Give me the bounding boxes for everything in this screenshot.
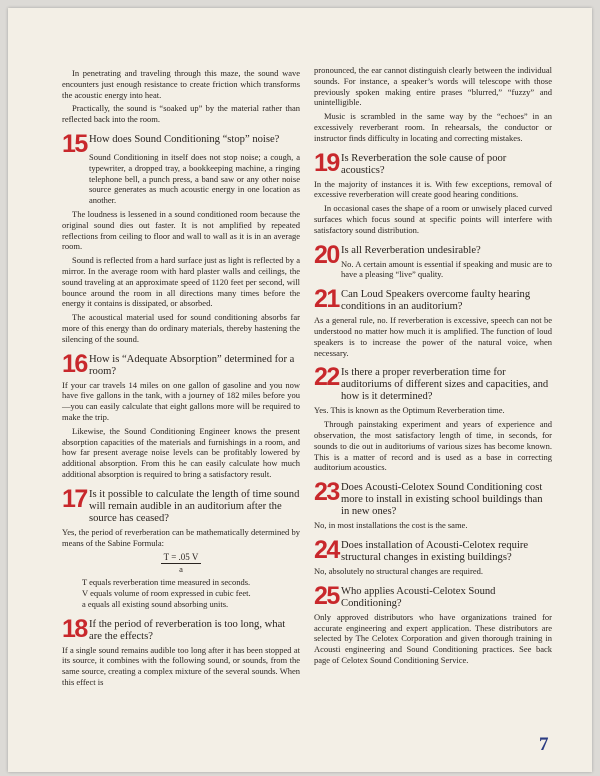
question-19 bbox=[314, 148, 552, 177]
question-20 bbox=[314, 240, 552, 269]
question-24 bbox=[314, 535, 552, 564]
sabine-formula bbox=[62, 552, 300, 575]
question-16-text: How is “Adequate Absorption” determined for a room? bbox=[89, 353, 295, 377]
formula-numerator: T = .05 V bbox=[161, 552, 202, 564]
question-25-number: 25 bbox=[314, 581, 339, 610]
question-24-number: 24 bbox=[314, 535, 339, 564]
question-22-text: Is there a proper reverberation time for auditoriums of different sizes and capacities, and how is it determined? bbox=[341, 367, 549, 403]
page-number: 7 bbox=[539, 734, 549, 755]
question-21-number: 21 bbox=[314, 285, 339, 314]
question-16-answer: If your car travels 14 miles on one gallon of gasoline and you now have five gallons in the tank, with a journey of 182 miles before you—you can easily calculate that eight gallons more will be required to make the trip. bbox=[62, 379, 300, 422]
left-column bbox=[62, 68, 300, 691]
question-20-number: 20 bbox=[314, 240, 339, 269]
question-17 bbox=[62, 484, 300, 525]
question-16-number: 16 bbox=[62, 349, 87, 378]
question-23-text: Does Acousti-Celotex Sound Conditioning cost more to install in existing school buildings than in new ones? bbox=[341, 482, 543, 518]
question-17-text: Is it possible to calculate the length of time sound will remain audible in an auditorium after the source has ceased? bbox=[89, 488, 300, 524]
question-15-number: 15 bbox=[62, 129, 87, 158]
formula-definition-v: V equals volume of room expressed in cubic feet. bbox=[82, 588, 251, 599]
question-25-answer: Only approved distributors who have organizations trained for accurate engineering and expert application. These distributors are selected by The Celotex Corporation and given thorough training in Acousti engineering and Sound Conditioning practices. See back page of Celotex Sound Conditioning Service. bbox=[314, 611, 552, 665]
question-18-answer: If a single sound remains audible too long after it has been stopped at its source, it combines with the following sound, or sounds, from the same source, creating a complex mixture of the several sounds. When this effect is bbox=[62, 644, 300, 688]
question-17-number: 17 bbox=[62, 484, 87, 513]
question-18 bbox=[62, 614, 300, 643]
question-15-para-2: Sound is reflected from a hard surface just as light is reflected by a mirror. In the average room with hard plaster walls and ceilings, the sound traveling at an approximate speed of 1120 feet per second, will bounce around the room in all directions many times before the energy it contains is dissipated, or absorbed. bbox=[62, 255, 300, 309]
right-intro-1: pronounced, the ear cannot distinguish clearly between the individual sounds. For instance, a speaker’s words will telescope with those previously spoken making entire prases “blurred,” “fuzzy” and unintelligible. bbox=[314, 65, 552, 108]
formula-denominator: a bbox=[179, 564, 183, 575]
question-23-answer: No, in most installations the cost is the same. bbox=[314, 520, 468, 531]
question-21 bbox=[314, 285, 552, 314]
right-intro-2: Music is scrambled in the same way by the “echoes” in an excessively reverberant room. In rehearsals, the conductor or instructor finds difficulty in locating and correcting mistakes. bbox=[314, 111, 552, 143]
question-15-text: How does Sound Conditioning “stop” noise? bbox=[89, 133, 280, 145]
formula-definition-a: a equals all existing sound absorbing units. bbox=[82, 598, 229, 609]
question-20-text: Is all Reverberation undesirable? bbox=[341, 244, 481, 256]
question-22 bbox=[314, 363, 552, 403]
question-21-answer: As a general rule, no. If reverberation is excessive, speech can not be understood no matter how much it is amplified. The function of loud speakers is to increase the power of the natural voice, when necessary. bbox=[314, 315, 552, 358]
question-22-answer: Yes. This is known as the Optimum Reverberation time. bbox=[314, 405, 505, 416]
right-column bbox=[314, 65, 552, 669]
left-intro-2: Practically, the sound is “soaked up” by the material rather than reflected back into the room. bbox=[62, 103, 300, 125]
formula-definition-t: T equals reverberation time measured in seconds. bbox=[82, 577, 251, 588]
question-20-answer: No. A certain amount is essential if speaking and music are to have a pleasing “live” quality. bbox=[341, 258, 552, 280]
question-22-number: 22 bbox=[314, 363, 339, 392]
left-intro-1: In penetrating and traveling through this maze, the sound wave encounters just enough resistance to create friction which transforms the acoustic energy into heat. bbox=[62, 68, 300, 100]
question-25 bbox=[314, 581, 552, 610]
question-16 bbox=[62, 349, 300, 378]
question-24-answer: No, absolutely no structural changes are required. bbox=[314, 565, 483, 576]
page-sheet bbox=[8, 8, 592, 772]
question-25-text: Who applies Acousti-Celotex Sound Conditioning? bbox=[341, 585, 496, 609]
question-19-answer: In the majority of instances it is. With few exceptions, removal of excessive reverberation will create good hearing conditions. bbox=[314, 178, 552, 200]
question-19-text: Is Reverberation the sole cause of poor acoustics? bbox=[341, 152, 507, 176]
question-15-para-1: The loudness is lessened in a sound conditioned room because the original sound dies out faster. It is not amplified by repeated reflections from ceiling to floor and wall to wall as it is in an average room. bbox=[62, 208, 300, 252]
question-15-answer: Sound Conditioning in itself does not stop noise; a cough, a typewriter, a dropped tray, a bookkeeping machine, a ringing telephone bell, a punch press, a band saw or any other noise source generates as much acoustic energy in one location as another. bbox=[89, 151, 300, 206]
question-21-text: Can Loud Speakers overcome faulty hearing conditions in an auditorium? bbox=[341, 289, 531, 313]
question-15-para-3: The acoustical material used for sound conditioning absorbs far more of this energy than do ordinary materials, thereby hastening the silencing of the sound. bbox=[62, 312, 300, 344]
question-23 bbox=[314, 478, 552, 518]
question-15 bbox=[62, 129, 300, 158]
question-19-number: 19 bbox=[314, 148, 339, 177]
question-19-para-1: In occasional cases the shape of a room or unwisely placed curved surfaces which focus sound at specific points will interfere with satisfactory sound distribution. bbox=[314, 203, 552, 235]
question-24-text: Does installation of Acousti-Celotex require structural changes in existing buildings? bbox=[341, 539, 529, 563]
question-18-number: 18 bbox=[62, 614, 87, 643]
question-22-para-1: Through painstaking experiment and years of experience and observation, the most satisfactory length of time, in seconds, for sounds to die out in auditoriums of various sizes has become known. This is a matter of record and is used as a base in correcting auditorium acoustics. bbox=[314, 419, 552, 473]
question-23-number: 23 bbox=[314, 478, 339, 507]
question-17-answer: Yes, the period of reverberation can be mathematically determined by means of the Sabine Formula: bbox=[62, 526, 300, 548]
question-18-text: If the period of reverberation is too long, what are the effects? bbox=[89, 618, 286, 642]
question-16-para-1: Likewise, the Sound Conditioning Engineer knows the present absorption capacities of the materials and furnishings in a room, and how far present average noise levels can be profitably lowered by additional absorption. From this he can easily calculate how much additional absorption is required to bring a satisfactory result. bbox=[62, 425, 300, 479]
